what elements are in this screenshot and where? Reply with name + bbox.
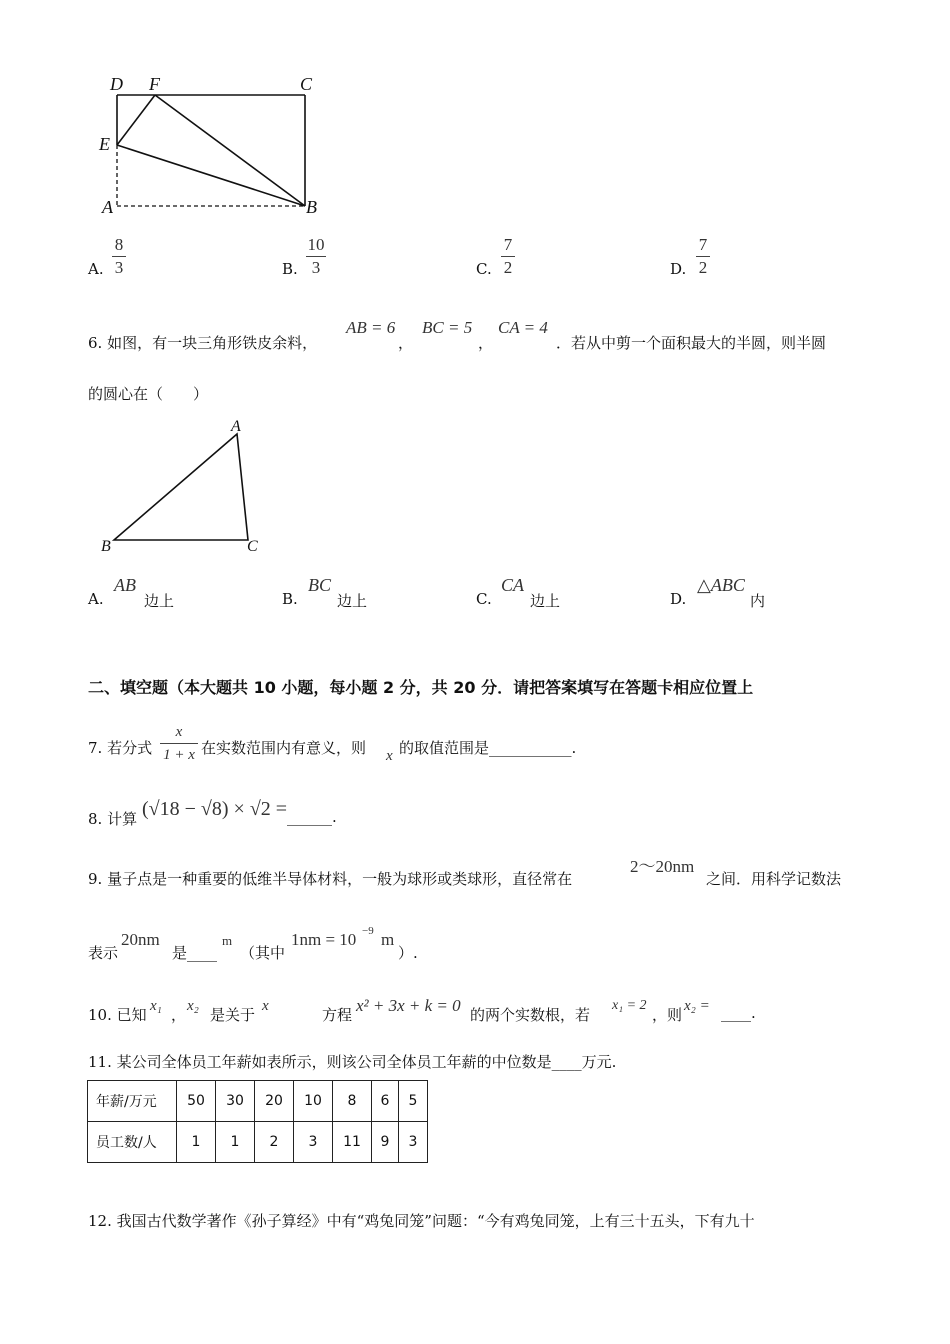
q9-def-unit: m (381, 930, 395, 949)
segment-fb (155, 95, 305, 206)
label-c: C (300, 74, 313, 94)
q10-about: 是关于 (210, 1006, 256, 1024)
table-cell: 1 (216, 1122, 255, 1163)
q10-equation: x² + 3x + k = 0 (356, 996, 461, 1015)
table-cell: 5 (399, 1081, 428, 1122)
table-cell: 2 (255, 1122, 294, 1163)
q10-eq-word: 方程 (322, 1006, 353, 1024)
q10-x2-equals: x₂ = (684, 998, 710, 1014)
option-letter: C. (476, 260, 492, 278)
option-fraction: 7 2 (696, 235, 710, 278)
option-letter: A. (88, 590, 104, 608)
q10-then: ，则 (652, 1006, 683, 1024)
option-math: AB (114, 575, 136, 595)
q9-definition: 1nm = 10 (291, 930, 357, 949)
q6-comma-1: ， (398, 334, 414, 352)
table-row (88, 1122, 428, 1163)
q8-expression: (√18 − √8) × √2 = (142, 798, 288, 820)
q6-text-start: 6. 如图，有一块三角形铁皮余料， (88, 334, 318, 352)
q10-x2: x₂ (187, 998, 199, 1014)
segment-eb (117, 145, 305, 206)
table-row (88, 1081, 428, 1122)
q10-answer-blank[interactable]: ____. (721, 1004, 756, 1022)
row-header: 员工数/人 (88, 1122, 177, 1163)
folded-rectangle-figure (95, 70, 335, 220)
triangle-label-c: C (247, 538, 258, 555)
segment-ef (117, 95, 155, 145)
option-text: 边上 (144, 592, 175, 610)
q10-middle: 的两个实数根，若 (470, 1006, 591, 1024)
option-text: 内 (750, 592, 766, 610)
label-a: A (102, 197, 113, 217)
q8-prefix: 8. 计算 (88, 810, 138, 828)
option-letter: A. (88, 260, 104, 278)
label-f: F (149, 74, 160, 94)
triangle-label-b: B (101, 538, 111, 555)
q9-line2-start: 表示 (88, 944, 119, 962)
option-letter: B. (282, 260, 298, 278)
table-cell: 50 (177, 1081, 216, 1122)
q9-answer-blank[interactable]: 是____ (172, 944, 218, 962)
q10-prefix: 10. 已知 (88, 1006, 147, 1024)
q10-x1: x₁ (150, 998, 162, 1014)
q7-fraction: x 1 + x (160, 722, 198, 765)
option-letter: B. (282, 590, 298, 608)
option-letter: C. (476, 590, 492, 608)
option-letter: D. (670, 590, 687, 608)
row-header: 年薪/万元 (88, 1081, 177, 1122)
label-d: D (110, 74, 123, 94)
q7-middle: 在实数范围内有意义，则 (201, 739, 367, 757)
q6-comma-2: ， (478, 334, 494, 352)
table-cell: 11 (333, 1122, 372, 1163)
q9-exponent: −9 (362, 925, 374, 937)
label-e: E (99, 134, 110, 154)
q9-paren-close: ）. (398, 944, 418, 962)
option-text: 边上 (530, 592, 561, 610)
q6-text-end: ．若从中剪一个面积最大的半圆，则半圆 (556, 334, 827, 352)
q10-var: x (262, 998, 269, 1014)
triangle-label-a: A (231, 418, 241, 435)
q9-range: 2～20nm (630, 857, 695, 876)
table-cell: 9 (372, 1122, 399, 1163)
q9-line1-start: 9. 量子点是一种重要的低维半导体材料，一般为球形或类球形，直径常在 (88, 870, 573, 888)
table-cell: 20 (255, 1081, 294, 1122)
table-cell: 3 (399, 1122, 428, 1163)
option-fraction: 10 3 (307, 235, 325, 277)
option-fraction: 8 3 (112, 235, 126, 278)
option-math: BC (308, 575, 332, 595)
salary-table (87, 1080, 428, 1163)
table-cell: 10 (294, 1081, 333, 1122)
q9-value: 20nm (121, 930, 160, 949)
table-cell: 8 (333, 1081, 372, 1122)
q6-bc: BC = 5 (422, 318, 473, 337)
q6-ca: CA = 4 (498, 318, 548, 337)
triangle-figure (100, 420, 270, 560)
q7-var: x (386, 748, 393, 764)
q6-text-line2: 的圆心在（ ） (88, 385, 209, 403)
q6-ab: AB = 6 (346, 318, 396, 337)
table-cell: 30 (216, 1081, 255, 1122)
table-cell: 3 (294, 1122, 333, 1163)
option-letter: D. (670, 260, 687, 278)
option-fraction: 7 2 (501, 235, 515, 278)
section-heading: 二、填空题（本大题共 10 小题，每小题 2 分，共 20 分．请把答案填写在答题卡相应位置上 (88, 678, 754, 697)
q9-paren-open: （其中 (240, 944, 286, 962)
table-cell: 1 (177, 1122, 216, 1163)
q11-text: 11. 某公司全体员工年薪如表所示，则该公司全体员工年薪的中位数是____万元. (88, 1053, 617, 1071)
q9-line1-end: 之间．用科学记数法 (706, 870, 842, 888)
q12-text: 12. 我国古代数学著作《孙子算经》中有“鸡兔同笼”问题：“今有鸡兔同笼，上有三十五头，下有九十 (88, 1212, 755, 1230)
q8-answer-blank[interactable]: ______. (287, 808, 337, 826)
q7-suffix: 的取值范围是___________. (399, 739, 577, 757)
q10-condition: x₁ = 2 (612, 998, 647, 1013)
option-math: △ABC (697, 575, 745, 595)
option-math: CA (501, 575, 525, 595)
table-cell: 6 (372, 1081, 399, 1122)
q9-unit: m (222, 933, 233, 948)
label-b: B (306, 197, 317, 217)
q7-prefix: 7. 若分式 (88, 739, 153, 757)
option-text: 边上 (337, 592, 368, 610)
q10-comma: ， (171, 1006, 187, 1024)
